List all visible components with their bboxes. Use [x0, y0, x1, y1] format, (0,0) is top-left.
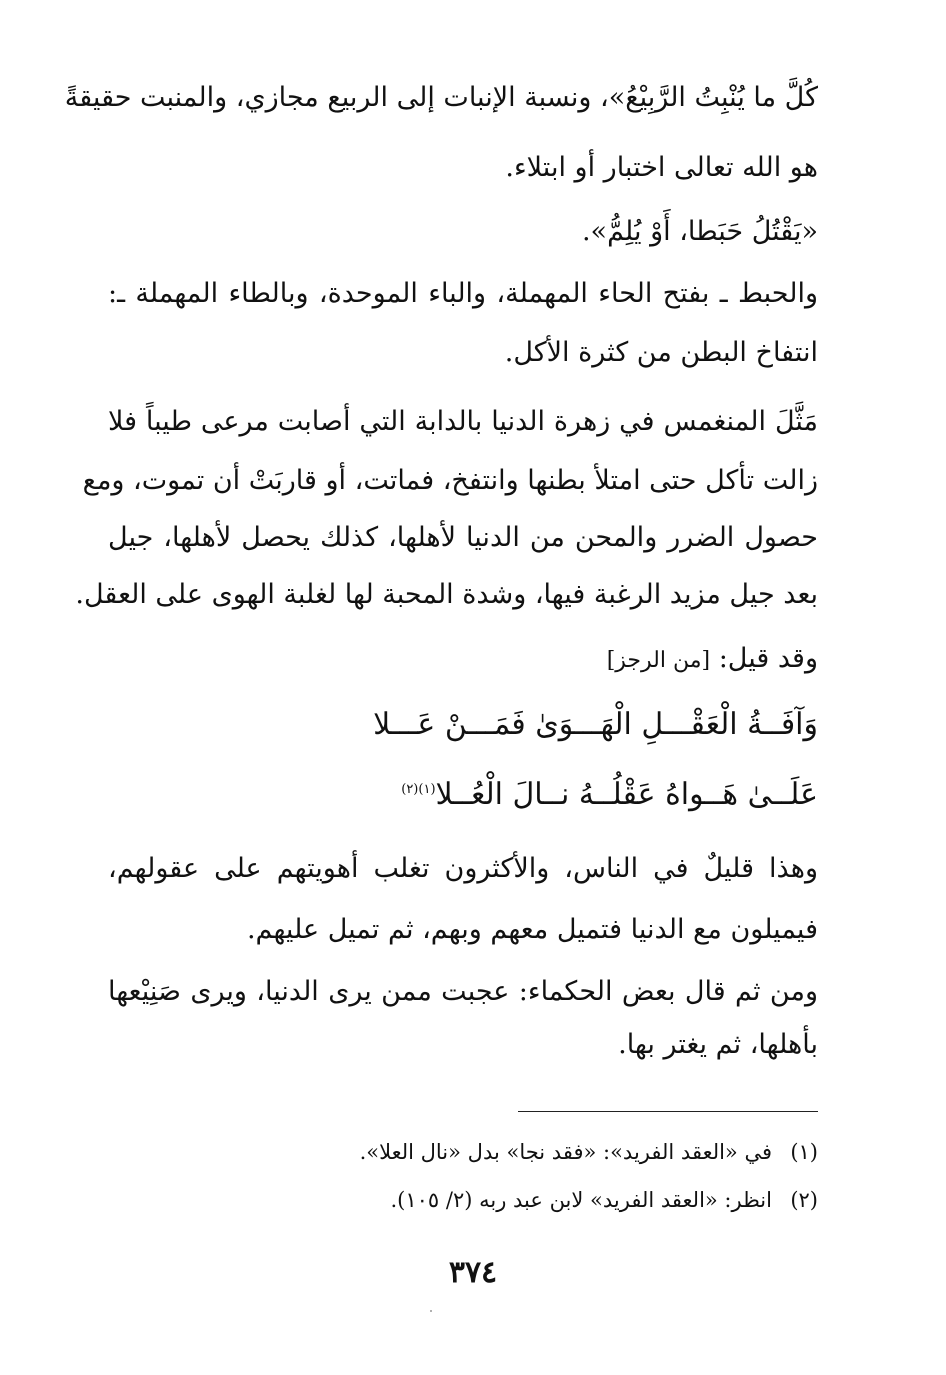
body-line-7: زالت تأكل حتى امتلأ بطنها وانتفخ، فماتت، أو قاربَتْ أن تموت، ومع — [82, 465, 818, 496]
body-line-8: حصول الضرر والمحن من الدنيا لأهلها، كذلك يحصل لأهلها، جيل — [108, 522, 818, 553]
body-line-4: والحبط ـ بفتح الحاء المهملة، والباء الموحدة، وبالطاء المهملة ـ: — [108, 278, 818, 309]
hadith-quote-line: «يَقْتُلُ حَبَطا، أَوْ يُلِمُّ». — [581, 216, 818, 247]
print-speck — [430, 1310, 432, 1312]
closing-line-2: فيميلون مع الدنيا فتميل معهم وبهم، ثم تميل عليهم. — [246, 914, 818, 945]
footnote-1-text: في «العقد الفريد»: «فقد نجا» بدل «نال العلا». — [359, 1140, 772, 1164]
body-line-6: مَثَّلَ المنغمس في زهرة الدنيا بالدابة التي أصابت مرعى طيباً فلا — [108, 406, 818, 437]
footnote-separator — [518, 1111, 818, 1112]
poetic-meter: [من الرجز] — [606, 648, 711, 673]
verse-line-2 — [401, 770, 818, 815]
footnote-1-number: (١) — [790, 1140, 818, 1164]
verse-line-2-text: عَلَــىٰ هَــواهُ عَقْلُــهُ نــالَ الْعُــلا — [435, 777, 818, 812]
quote-intro: وقد قيل: — [718, 643, 818, 674]
closing-line-3: ومن ثم قال بعض الحكماء: عجبت ممن يرى الدنيا، ويرى صَنِيْعها — [108, 976, 818, 1007]
footnote-2 — [390, 1185, 818, 1215]
closing-line-1: وهذا قليلٌ في الناس، والأكثرون تغلب أهويتهم على عقولهم، — [108, 853, 818, 884]
footnote-refs: (١)(٢) — [401, 782, 436, 797]
closing-line-4: بأهلها، ثم يغتر بها. — [618, 1029, 818, 1060]
page-number: ٣٧٤ — [448, 1255, 498, 1290]
footnote-2-text: انظر: «العقد الفريد» لابن عبد ربه (٢/ ١٠٥). — [390, 1188, 772, 1212]
body-line-5: انتفاخ البطن من كثرة الأكل. — [504, 337, 818, 368]
quote-intro-line — [607, 639, 818, 681]
footnote-1 — [360, 1137, 818, 1167]
body-line-1: كُلَّ ما يُنْبِتُ الرَّبِيْعُ»، ونسبة الإنبات إلى الربيع مجازي، والمنبت حقيقةً — [64, 82, 818, 113]
verse-line-1: وَآفَــةُ الْعَقْـــلِ الْهَـــوَىٰ فَمَـــنْ عَـــلا — [373, 707, 818, 742]
body-line-9: بعد جيل مزيد الرغبة فيها، وشدة المحبة لها لغلبة الهوى على العقل. — [75, 579, 818, 610]
footnote-2-number: (٢) — [790, 1188, 818, 1212]
body-line-2: هو الله تعالى اختبار أو ابتلاء. — [505, 152, 818, 183]
